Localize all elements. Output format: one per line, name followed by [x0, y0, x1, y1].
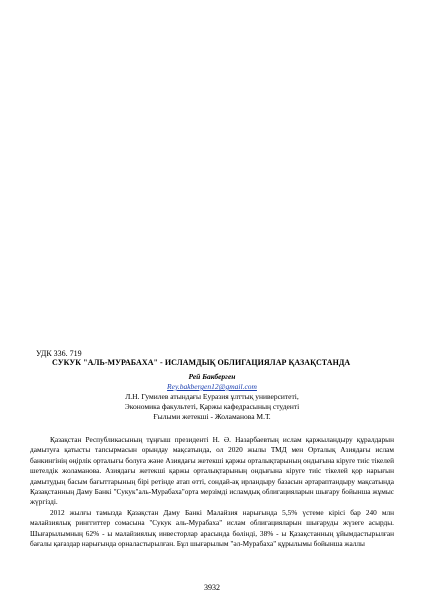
author-block: [30, 372, 394, 422]
article-body: [30, 435, 394, 549]
article-title: СУКУК "АЛЬ-МУРАБАХА" - ИСЛАМДЫҚ ОБЛИГАЦИЯЛАР ҚАЗАҚСТАНДА: [52, 358, 351, 367]
author-name: Рей Бакберген: [188, 372, 236, 381]
author-affiliation-faculty: Экономика факультеті, Қаржы кафедрасының студенті: [124, 402, 300, 411]
body-paragraph-1: Қазақстан Республикасының тұңғыш президенті Н. Ә. Назарбаевтың ислам қаржыландыру құралдарын дамытуға қатысты тапсырмасын орындау мақсатында, ол 2020 жылы ТМД мен Орталық Азиядағы ислам банкингінің өңірлік орталығы болуға және Азиядағы жетекші қаржы орталықтарының ондығына кіруге тиіс тікелей шетелдік жоламанова. Азиядағы жетекші қаржы орталықтарының ондығына кіруге тиіс тікелей қор нарығын дамытудың басым бағыттарының бірі ретінде атап өтті, сондай-ақ ирландыру базасын әртараптандыру мақсатында Қазақстанның Даму Банкі "Сукук"аль-Мурабаха"орта мерзімді исламдық облигацияларын шығару бойынша жұмыс жүргізді.: [30, 435, 394, 507]
supervisor: Ғылыми жетекші - Жоламанова М.Т.: [153, 412, 271, 421]
udk-code: УДК 336. 719: [36, 349, 82, 358]
body-paragraph-2: 2012 жылғы тамызда Қазақстан Даму Банкі Малайзия нарығында 5,5% үстеме кірісі бар 240 млн малайзиялық ринггиттер сомасына "Сукук аль-Мурабаха" ислам облигацияларын шығаруды жүзеге асырды. Шығарылымның 62% - ы малайзиялық инвесторлар арасында бөлінді, 38% - ы Қазақстанның ұйымдастырылған бағалы қағаздар нарығында орналастырылған. Бұл шығарылым "әл-Мурабаха" құрылымы бойынша жаллы: [30, 507, 394, 549]
author-affiliation-university: Л.Н. Гумилев атындағы Еуразия ұлттық университеті,: [125, 392, 299, 401]
author-email-link[interactable]: Rey.bakbergen12@gmail.com: [167, 382, 257, 391]
page-number: 3932: [204, 583, 220, 592]
